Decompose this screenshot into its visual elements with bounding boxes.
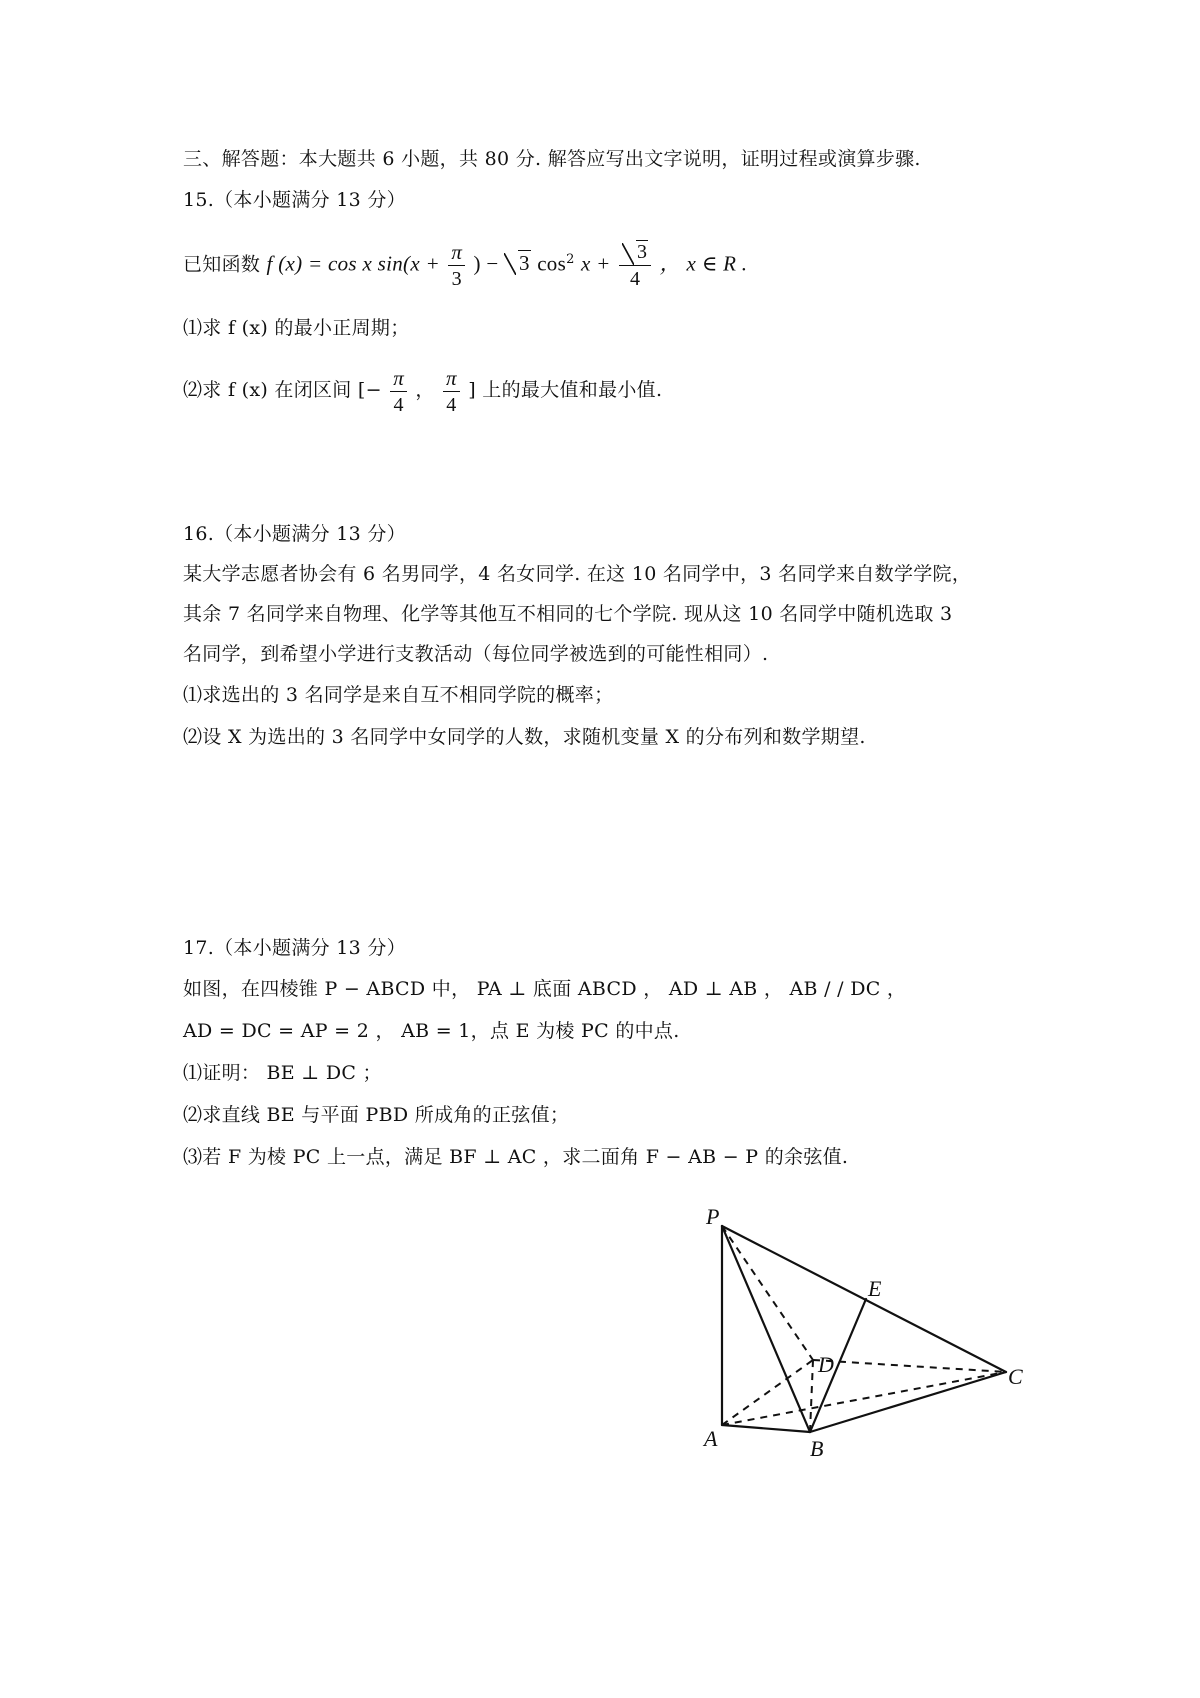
q15-func-mid: ) − <box>473 251 505 276</box>
edge-BC <box>810 1372 1006 1432</box>
label-A: A <box>704 1426 718 1451</box>
q15-sqrt3: 3 <box>504 251 531 275</box>
label-C: C <box>1008 1364 1023 1389</box>
pyramid-figure <box>700 1208 1030 1458</box>
q16-line2: 其余 7 名同学来自物理、化学等其他互不相同的七个学院. 现从这 10 名同学中随机选取 3 <box>183 603 953 625</box>
q15-frac-pi-4-a: $\frac{\pi}{4}$ <box>390 365 407 418</box>
label-B: B <box>810 1436 824 1458</box>
q15-part2 <box>183 362 662 418</box>
label-D: D <box>818 1352 834 1377</box>
q15-part2-post: ] 上的最大值和最小值. <box>468 379 663 401</box>
q15-function <box>183 232 747 292</box>
q15-func-tail: ， x ∈ R . <box>659 251 748 276</box>
q15-title: 15.（本小题满分 13 分） <box>183 189 406 211</box>
q15-part2-sep: ， <box>415 379 435 401</box>
q15-sup2: 2 <box>566 252 575 267</box>
q15-part1: ⑴求 f (x) 的最小正周期； <box>183 317 410 339</box>
section-heading: 三、解答题：本大题共 6 小题，共 80 分. 解答应写出文字说明，证明过程或演算步骤. <box>183 148 921 170</box>
q15-func-lhs: f (x) = cos x sin(x + <box>266 251 440 276</box>
q15-cos2: cos <box>537 251 567 276</box>
edge-AB <box>722 1425 810 1432</box>
q15-frac-pi-3: $\frac{\pi}{3}$ <box>448 239 465 292</box>
q16-part1: ⑴求选出的 3 名同学是来自互不相同学院的概率； <box>183 684 614 706</box>
label-E: E <box>868 1276 882 1301</box>
q15-part2-pre: ⑵求 f (x) 在闭区间 [− <box>183 379 382 401</box>
edge-PB <box>722 1226 810 1432</box>
q15-frac-pi-4-b: $\frac{\pi}{4}$ <box>443 365 460 418</box>
q17-title: 17.（本小题满分 13 分） <box>183 937 406 959</box>
q16-part2: ⑵设 X 为选出的 3 名同学中女同学的人数，求随机变量 X 的分布列和数学期望. <box>183 726 866 748</box>
edge-DC <box>813 1360 1006 1372</box>
q16-line1: 某大学志愿者协会有 6 名男同学，4 名女同学. 在这 10 名同学中，3 名同学来自数学学院， <box>183 563 972 585</box>
q15-frac-sqrt3-4: $\frac{3}{4}$ <box>619 239 651 292</box>
label-P: P <box>706 1208 720 1229</box>
q15-intro: 已知函数 <box>183 253 261 276</box>
q17-line2: AD = DC = AP = 2 ， AB = 1，点 E 为棱 PC 的中点. <box>183 1020 680 1042</box>
edge-BD <box>810 1360 813 1432</box>
q17-part1: ⑴证明： BE ⊥ DC ； <box>183 1062 382 1084</box>
q15-func-x: x + <box>581 251 611 276</box>
edge-PD <box>722 1226 813 1360</box>
edge-AC <box>722 1372 1006 1425</box>
q17-part3: ⑶若 F 为棱 PC 上一点，满足 BF ⊥ AC ，求二面角 F − AB − P 的余弦值. <box>183 1146 849 1168</box>
edge-PC <box>722 1226 1006 1372</box>
q17-part2: ⑵求直线 BE 与平面 PBD 所成角的正弦值； <box>183 1104 570 1126</box>
q16-title: 16.（本小题满分 13 分） <box>183 523 406 545</box>
edge-AD <box>722 1360 813 1425</box>
q16-line3: 名同学，到希望小学进行支教活动（每位同学被选到的可能性相同）. <box>183 643 769 665</box>
q17-line1: 如图，在四棱锥 P − ABCD 中， PA ⊥ 底面 ABCD ， AD ⊥ AB ， AB / / DC ， <box>183 978 907 1000</box>
